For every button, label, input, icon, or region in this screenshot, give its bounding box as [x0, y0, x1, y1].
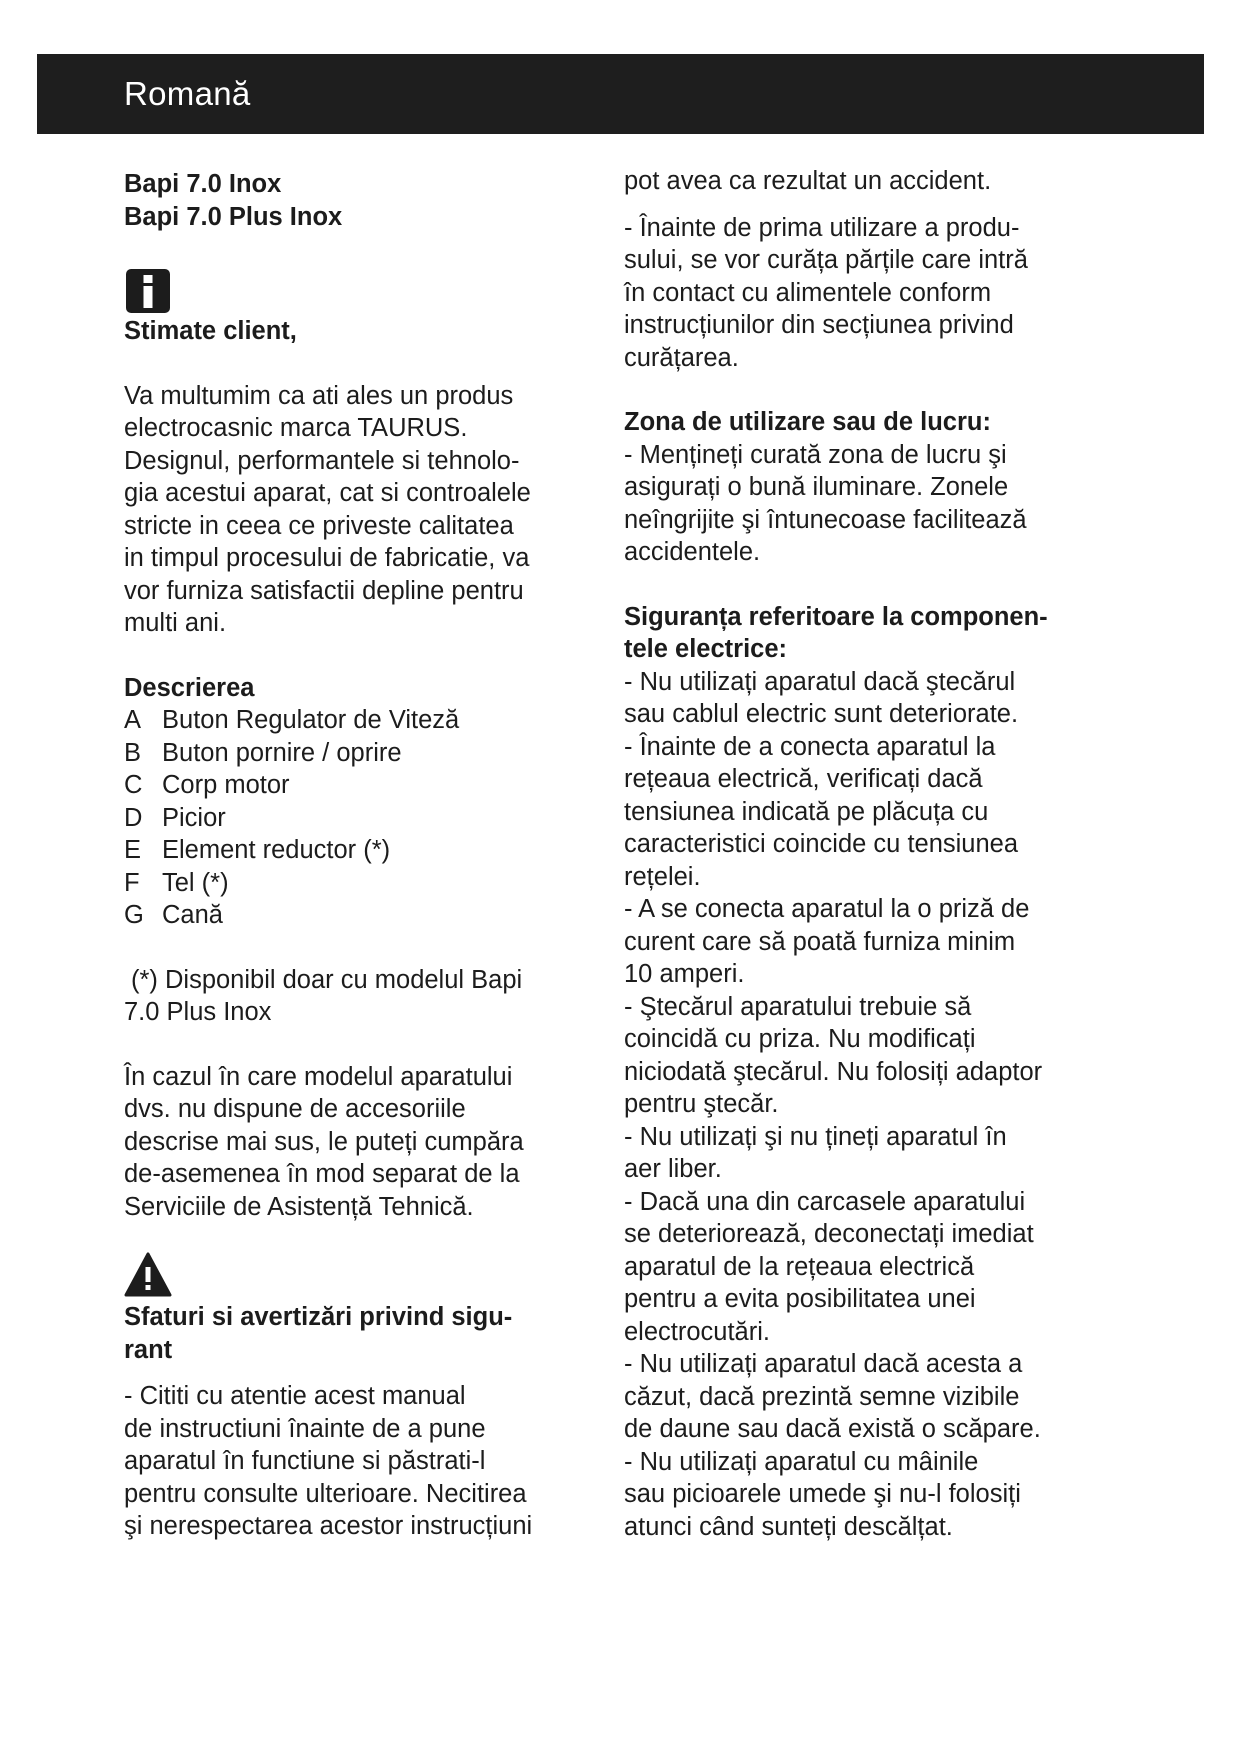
first-use-line: - Înainte de prima utilizare a produ- [624, 213, 1020, 242]
electrical-line: - Înainte de a conecta aparatul la [624, 732, 996, 761]
work-area-title: Zona de utilizare sau de lucru: [624, 408, 991, 436]
electrical-line: curent care să poată furniza minim [624, 927, 1016, 956]
availability-note [124, 964, 594, 1029]
electrical-line: aparatul de la rețeaua electrică [624, 1252, 975, 1281]
electrical-line: pentru a evita posibilitatea unei [624, 1285, 976, 1313]
safety-line: şi nerespectarea acestor instrucțiuni [124, 1512, 533, 1540]
electrical-line: pentru ştecăr. [624, 1090, 779, 1118]
intro-line: in timpul procesului de fabricatie, va [124, 544, 530, 572]
greeting: Stimate client, [124, 317, 297, 345]
description-item [124, 867, 594, 900]
intro-line: vor furniza satisfactii depline pentru [124, 576, 524, 605]
description-letter: G [124, 901, 144, 929]
description-letter: B [124, 738, 142, 767]
info-icon [124, 267, 172, 315]
electrical-line: - Dacă una din carcasele aparatului [624, 1187, 1026, 1216]
accessories-line: de-asemenea în mod separat de la [124, 1160, 520, 1188]
description-text: Corp motor [162, 771, 290, 799]
description-letter: A [124, 706, 142, 734]
safety-line: de instructiuni înainte de a pune [124, 1414, 486, 1443]
electrical-line: - Nu utilizați aparatul cu mâinile [624, 1447, 979, 1476]
electrical-line: de daune sau dacă există o scăpare. [624, 1415, 1041, 1443]
first-use-line: sului, se vor curăța părțile care intră [624, 246, 1028, 274]
accessories-note [124, 1061, 594, 1224]
safety-line: - Cititi cu atentie acest manual [124, 1382, 466, 1410]
electrical-title-line: Siguranța referitoare la componen- [624, 602, 1048, 631]
electrical-line: atunci când sunteți descălțat. [624, 1512, 953, 1541]
intro-line: electrocasnic marca TAURUS. [124, 414, 468, 442]
description-title: Descrierea [124, 673, 255, 702]
safety-title [124, 1301, 594, 1366]
electrical-line: caracteristici coincide cu tensiunea [624, 830, 1019, 858]
description-item [124, 899, 594, 932]
model-name: Bapi 7.0 Plus Inox [124, 202, 343, 231]
description-letter: D [124, 803, 143, 832]
intro-paragraph [124, 380, 594, 640]
description-text: Element reductor (*) [162, 836, 391, 864]
electrical-line: rețeaua electrică, verificați dacă [624, 765, 983, 793]
description-item [124, 834, 594, 867]
description-letter: C [124, 771, 143, 799]
electrical-line: aer liber. [624, 1155, 722, 1183]
electrical-line: tensiunea indicată pe plăcuța cu [624, 797, 989, 826]
description-item [124, 769, 594, 802]
work-area-line: asigurați o bună iluminare. Zonele [624, 473, 1009, 501]
electrical-line: coincidă cu priza. Nu modificați [624, 1025, 976, 1053]
description-text: Buton pornire / oprire [162, 738, 402, 767]
intro-line: Designul, performantele si tehnolo- [124, 446, 520, 475]
safety-paragraph [124, 1380, 594, 1543]
description-text: Tel (*) [162, 868, 229, 897]
description-letter: E [124, 836, 142, 864]
note-line: 7.0 Plus Inox [124, 998, 272, 1026]
electrical-line: - A se conecta aparatul la o priză de [624, 895, 1030, 923]
language-header-bar [37, 54, 1204, 134]
intro-line: stricte in ceea ce priveste calitatea [124, 511, 514, 540]
work-area-paragraph [624, 439, 1094, 569]
description-text: Picior [162, 803, 226, 832]
electrical-line: 10 amperi. [624, 960, 745, 988]
description-item [124, 802, 594, 835]
safety-line: pentru consulte ulterioare. Necitirea [124, 1479, 527, 1508]
accessories-line: Serviciile de Asistență Tehnică. [124, 1192, 474, 1221]
accessories-line: dvs. nu dispune de accesoriile [124, 1095, 466, 1123]
description-item [124, 737, 594, 770]
electrical-line: - Nu utilizați aparatul dacă acesta a [624, 1350, 1023, 1378]
intro-line: gia acestui aparat, cat si controalele [124, 479, 531, 507]
safety-title-line: rant [124, 1335, 173, 1364]
description-text: Cană [162, 901, 223, 929]
safety-title-line: Sfaturi si avertizări privind sigu- [124, 1303, 513, 1331]
electrical-line: - Ştecărul aparatului trebuie să [624, 992, 972, 1021]
description-item [124, 704, 594, 737]
electrical-line: - Nu utilizați aparatul dacă ştecărul [624, 667, 1016, 696]
work-area-line: neîngrijite şi întunecoase facilitează [624, 505, 1027, 534]
note-line: (*) Disponibil doar cu modelul Bapi [131, 965, 523, 994]
electrical-title-line: tele electrice: [624, 635, 788, 663]
safety-line: aparatul în functiune si păstrati-l [124, 1447, 486, 1475]
model-name: Bapi 7.0 Inox [124, 170, 282, 198]
accessories-line: În cazul în care modelul aparatului [124, 1062, 513, 1091]
description-text: Buton Regulator de Viteză [162, 706, 460, 734]
first-use-line: curățarea. [624, 343, 739, 372]
electrical-line: se deteriorează, deconectați imediat [624, 1220, 1034, 1248]
electrical-paragraph [624, 666, 1094, 1544]
accessories-line: descrise mai sus, le puteți cumpăra [124, 1127, 524, 1156]
electrical-line: niciodată ştecărul. Nu folosiți adaptor [624, 1057, 1043, 1086]
electrical-title [624, 601, 1094, 666]
electrical-line: electrocutări. [624, 1317, 770, 1346]
electrical-line: - Nu utilizați şi nu țineți aparatul în [624, 1122, 1007, 1151]
description-letter: F [124, 868, 140, 897]
warning-icon [124, 1251, 172, 1299]
first-use-line: instrucțiunilor din secțiunea privind [624, 311, 1014, 339]
electrical-line: sau picioarele umede şi nu-l folosiți [624, 1480, 1021, 1508]
intro-line: multi ani. [124, 609, 227, 637]
electrical-line: sau cablul electric sunt deteriorate. [624, 700, 1019, 728]
left-column [124, 168, 594, 1543]
description-list [124, 704, 594, 932]
first-use-paragraph [624, 212, 1094, 375]
work-area-line: accidentele. [624, 538, 761, 566]
work-area-line: - Mențineți curată zona de lucru şi [624, 440, 1007, 469]
right-column [624, 165, 1094, 1543]
intro-line: Va multumim ca ati ales un produs [124, 381, 514, 410]
continuation-line: pot avea ca rezultat un accident. [624, 167, 992, 195]
electrical-line: rețelei. [624, 862, 701, 891]
first-use-line: în contact cu alimentele conform [624, 278, 992, 307]
electrical-line: căzut, dacă prezintă semne vizibile [624, 1382, 1020, 1411]
language-title: Romană [124, 75, 251, 112]
